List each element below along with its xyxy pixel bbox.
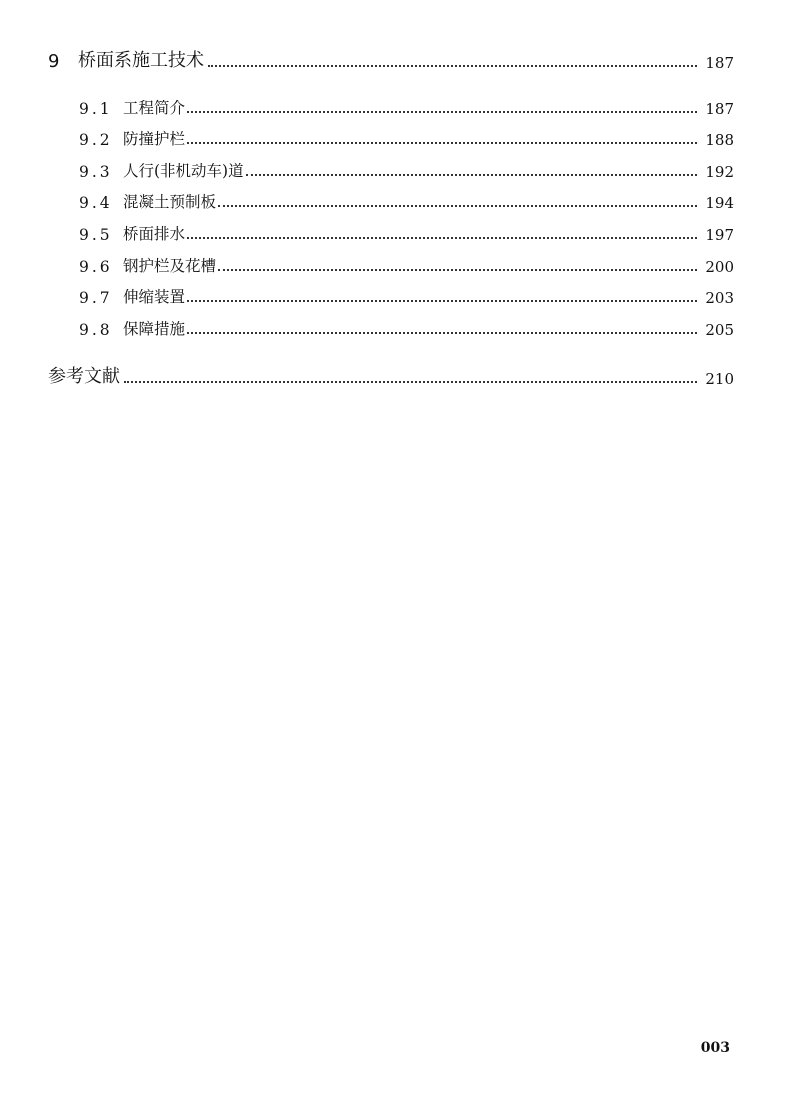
toc-section-entry[interactable] <box>48 307 734 339</box>
toc-chapter-entry[interactable] <box>48 40 734 72</box>
references-title: 参考文献 <box>48 365 120 387</box>
section-title: 桥面排水 <box>123 224 186 243</box>
table-of-contents <box>48 40 734 388</box>
section-page-number: 197 <box>705 225 734 244</box>
section-title: 钢护栏及花槽 <box>123 256 217 275</box>
dot-leader <box>208 65 697 67</box>
section-number: 9.2 <box>79 131 113 150</box>
section-number: 9.7 <box>79 289 113 308</box>
section-page-number: 205 <box>705 320 734 339</box>
section-number: 9.4 <box>79 194 113 213</box>
toc-section-list <box>48 86 734 339</box>
toc-section-entry[interactable] <box>48 181 734 213</box>
chapter-page-number: 187 <box>705 54 734 72</box>
dot-leader <box>246 174 698 176</box>
dot-leader <box>187 300 697 302</box>
section-title: 混凝土预制板 <box>123 193 217 212</box>
section-number: 9.6 <box>79 257 113 276</box>
toc-section-entry[interactable] <box>48 212 734 244</box>
references-page-number: 210 <box>705 369 734 388</box>
toc-section-entry[interactable] <box>48 118 734 150</box>
toc-section-entry[interactable] <box>48 276 734 308</box>
dot-leader <box>187 332 697 334</box>
dot-leader <box>124 381 697 383</box>
section-title: 防撞护栏 <box>123 130 186 149</box>
dot-leader <box>218 269 697 271</box>
toc-references-entry[interactable] <box>48 356 734 388</box>
section-number: 9.5 <box>79 225 113 244</box>
section-page-number: 200 <box>705 257 734 276</box>
section-title: 伸缩装置 <box>123 288 186 307</box>
toc-section-entry[interactable] <box>48 244 734 276</box>
section-page-number: 188 <box>705 131 734 150</box>
section-number: 9.3 <box>79 162 113 181</box>
section-title: 人行(非机动车)道 <box>123 161 244 180</box>
toc-section-entry[interactable] <box>48 86 734 118</box>
dot-leader <box>187 237 697 239</box>
section-number: 9.8 <box>79 320 113 339</box>
dot-leader <box>218 205 697 207</box>
section-page-number: 187 <box>705 99 734 118</box>
section-number: 9.1 <box>79 99 113 118</box>
dot-leader <box>187 142 697 144</box>
section-title: 保障措施 <box>123 319 186 338</box>
section-page-number: 192 <box>705 162 734 181</box>
chapter-number: 9 <box>48 51 60 72</box>
page-footer-number: 003 <box>700 1040 730 1056</box>
dot-leader <box>187 111 697 113</box>
chapter-title: 桥面系施工技术 <box>78 50 204 71</box>
section-page-number: 203 <box>705 289 734 308</box>
section-page-number: 194 <box>705 194 734 213</box>
toc-section-entry[interactable] <box>48 149 734 181</box>
section-title: 工程简介 <box>123 98 186 117</box>
